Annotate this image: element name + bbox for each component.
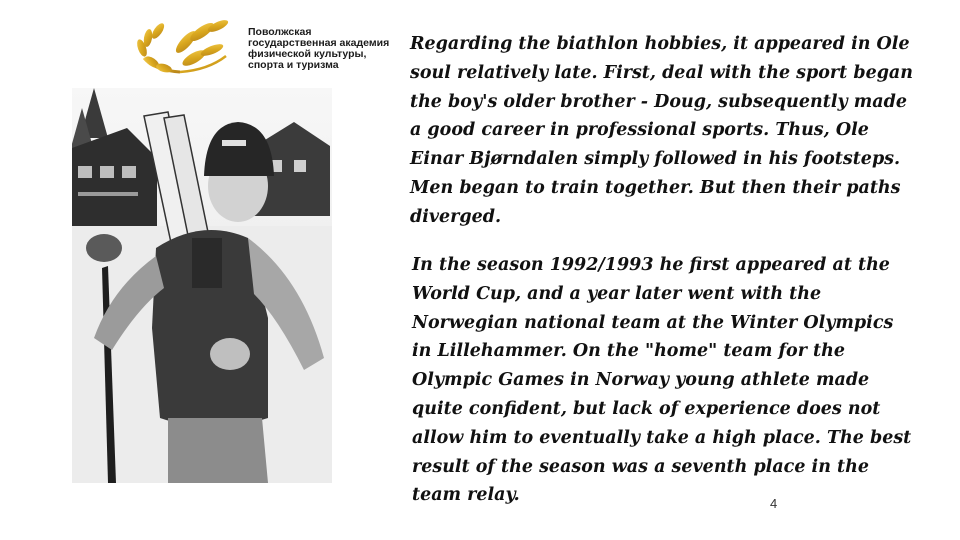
paragraph-line: team relay.	[412, 485, 520, 506]
paragraph-line: World Cup, and a year later went with the	[412, 283, 822, 304]
paragraph-season	[412, 251, 932, 510]
academy-name-line: Поволжская	[248, 26, 312, 38]
page-number: 4	[770, 496, 778, 511]
paragraph-line: Norwegian national team at the Winter Olympics	[412, 312, 894, 333]
academy-name-line: государственная академия	[248, 37, 390, 49]
paragraph-line: quite confident, but lack of experience does not	[412, 398, 881, 419]
paragraph-line: in Lillehammer. On the "home" team for the	[412, 341, 845, 362]
paragraph-line: Regarding the biathlon hobbies, it appeared in Ole	[410, 34, 910, 54]
paragraph-hobbies	[410, 30, 930, 232]
academy-name	[248, 27, 418, 71]
paragraph-line: soul relatively late. First, deal with the sport began	[410, 62, 913, 83]
athlete-photo	[72, 88, 332, 483]
paragraph-line: Men began to train together. But then their paths	[410, 177, 901, 198]
laurel-logo-icon	[134, 18, 230, 78]
academy-name-line: спорта и туризма	[248, 59, 339, 71]
paragraph-line: diverged.	[410, 206, 502, 227]
paragraph-line: Olympic Games in Norway young athlete made	[412, 370, 870, 391]
paragraph-line: the boy's older brother - Doug, subsequently made	[410, 91, 907, 112]
paragraph-line: Einar Bjørndalen simply followed in his footsteps.	[410, 149, 901, 170]
paragraph-line: allow him to eventually take a high place. The best	[412, 427, 912, 448]
paragraph-line: In the season 1992/1993 he first appeared at the	[412, 255, 890, 275]
paragraph-line: result of the season was a seventh place in the	[412, 456, 869, 477]
academy-name-line: физической культуры,	[248, 48, 367, 60]
paragraph-line: a good career in professional sports. Thus, Ole	[410, 120, 869, 141]
